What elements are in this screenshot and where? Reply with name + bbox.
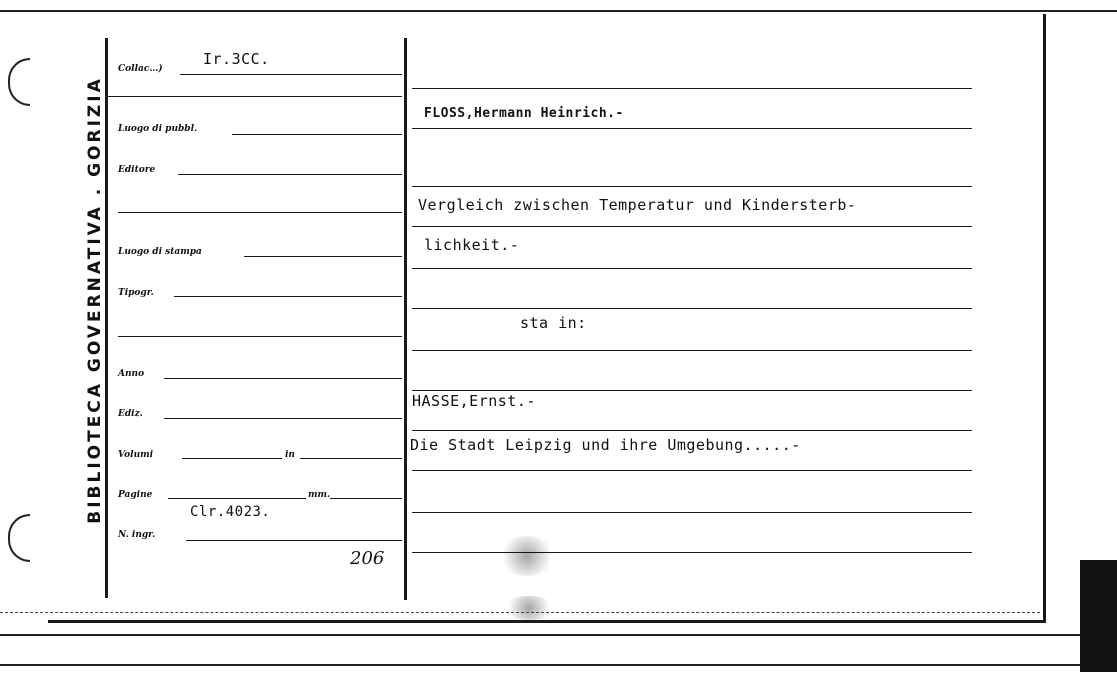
- smudge-mark: [502, 596, 556, 620]
- punch-hole-top: [8, 58, 30, 106]
- rule-editore: [178, 174, 402, 175]
- rule-luogo-stampa: [244, 256, 402, 257]
- rule-right-6: [412, 308, 972, 309]
- entry-host-author: HASSE,Ernst.-: [412, 392, 536, 410]
- rule-right-10: [412, 470, 972, 471]
- scan-dashed-line: [0, 612, 1040, 613]
- column-divider: [404, 38, 407, 600]
- rule-tipografia: [174, 296, 402, 297]
- rule-right-3: [412, 186, 972, 187]
- rule-luogo-pubbl: [232, 134, 402, 135]
- rule-n-ingr: [186, 540, 402, 541]
- entry-title-line2: lichkeit.-: [424, 236, 520, 254]
- label-luogo-pubbl: Luogo di pubbl.: [118, 124, 198, 134]
- rule-right-4: [412, 226, 972, 227]
- label-anno: Anno: [118, 369, 145, 379]
- label-pagine-mm: mm.: [308, 490, 331, 500]
- rule-right-8: [412, 390, 972, 391]
- label-volumi-in: in: [285, 450, 295, 460]
- rule-header-bottom: [106, 96, 402, 97]
- rule-volumi: [182, 458, 282, 459]
- punch-hole-bottom: [8, 514, 30, 562]
- rule-tipografia-2: [118, 336, 402, 337]
- scan-right-edge: [1080, 560, 1117, 672]
- smudge-mark: [498, 536, 556, 576]
- handwritten-number: 206: [350, 548, 385, 569]
- entry-author: FLOSS,Hermann Heinrich.-: [424, 106, 624, 121]
- rule-collocazione: [180, 74, 402, 75]
- label-volumi: Volumi: [118, 450, 154, 460]
- rule-right-12: [412, 552, 972, 553]
- label-editore: Editore: [118, 165, 156, 175]
- rule-anno: [164, 378, 402, 379]
- label-edizione: Ediz.: [118, 409, 143, 419]
- entry-host-title: Die Stadt Leipzig und ihre Umgebung.....-: [410, 436, 801, 454]
- rule-editore-2: [118, 212, 402, 213]
- value-collocazione: Ir.3CC.: [203, 50, 270, 68]
- rule-right-5: [412, 268, 972, 269]
- rule-right-11: [412, 512, 972, 513]
- rule-pagine: [168, 498, 306, 499]
- label-pagine: Pagine: [118, 490, 153, 500]
- rule-pagine-mm: [330, 498, 402, 499]
- rule-right-2: [412, 128, 972, 129]
- rule-right-9: [412, 430, 972, 431]
- entry-title-line1: Vergleich zwischen Temperatur und Kindersterb-: [418, 196, 857, 214]
- label-luogo-stampa: Luogo di stampa: [118, 247, 202, 257]
- rule-edizione: [164, 418, 402, 419]
- value-pagine: Clr.4023.: [190, 504, 271, 520]
- label-tipografia: Tipogr.: [118, 288, 154, 298]
- left-margin-rule: [105, 38, 108, 598]
- scan-bottom-edge: [0, 634, 1117, 674]
- institution-stamp: BIBLIOTECA GOVERNATIVA . GORIZIA: [85, 76, 105, 524]
- label-collocazione: Collac…): [118, 64, 163, 74]
- rule-volumi-in: [300, 458, 402, 459]
- entry-in: sta in:: [520, 314, 587, 332]
- scan-top-edge: [0, 0, 1117, 12]
- rule-right-1: [412, 88, 972, 89]
- rule-right-7: [412, 350, 972, 351]
- label-n-ingr: N. ingr.: [118, 530, 156, 540]
